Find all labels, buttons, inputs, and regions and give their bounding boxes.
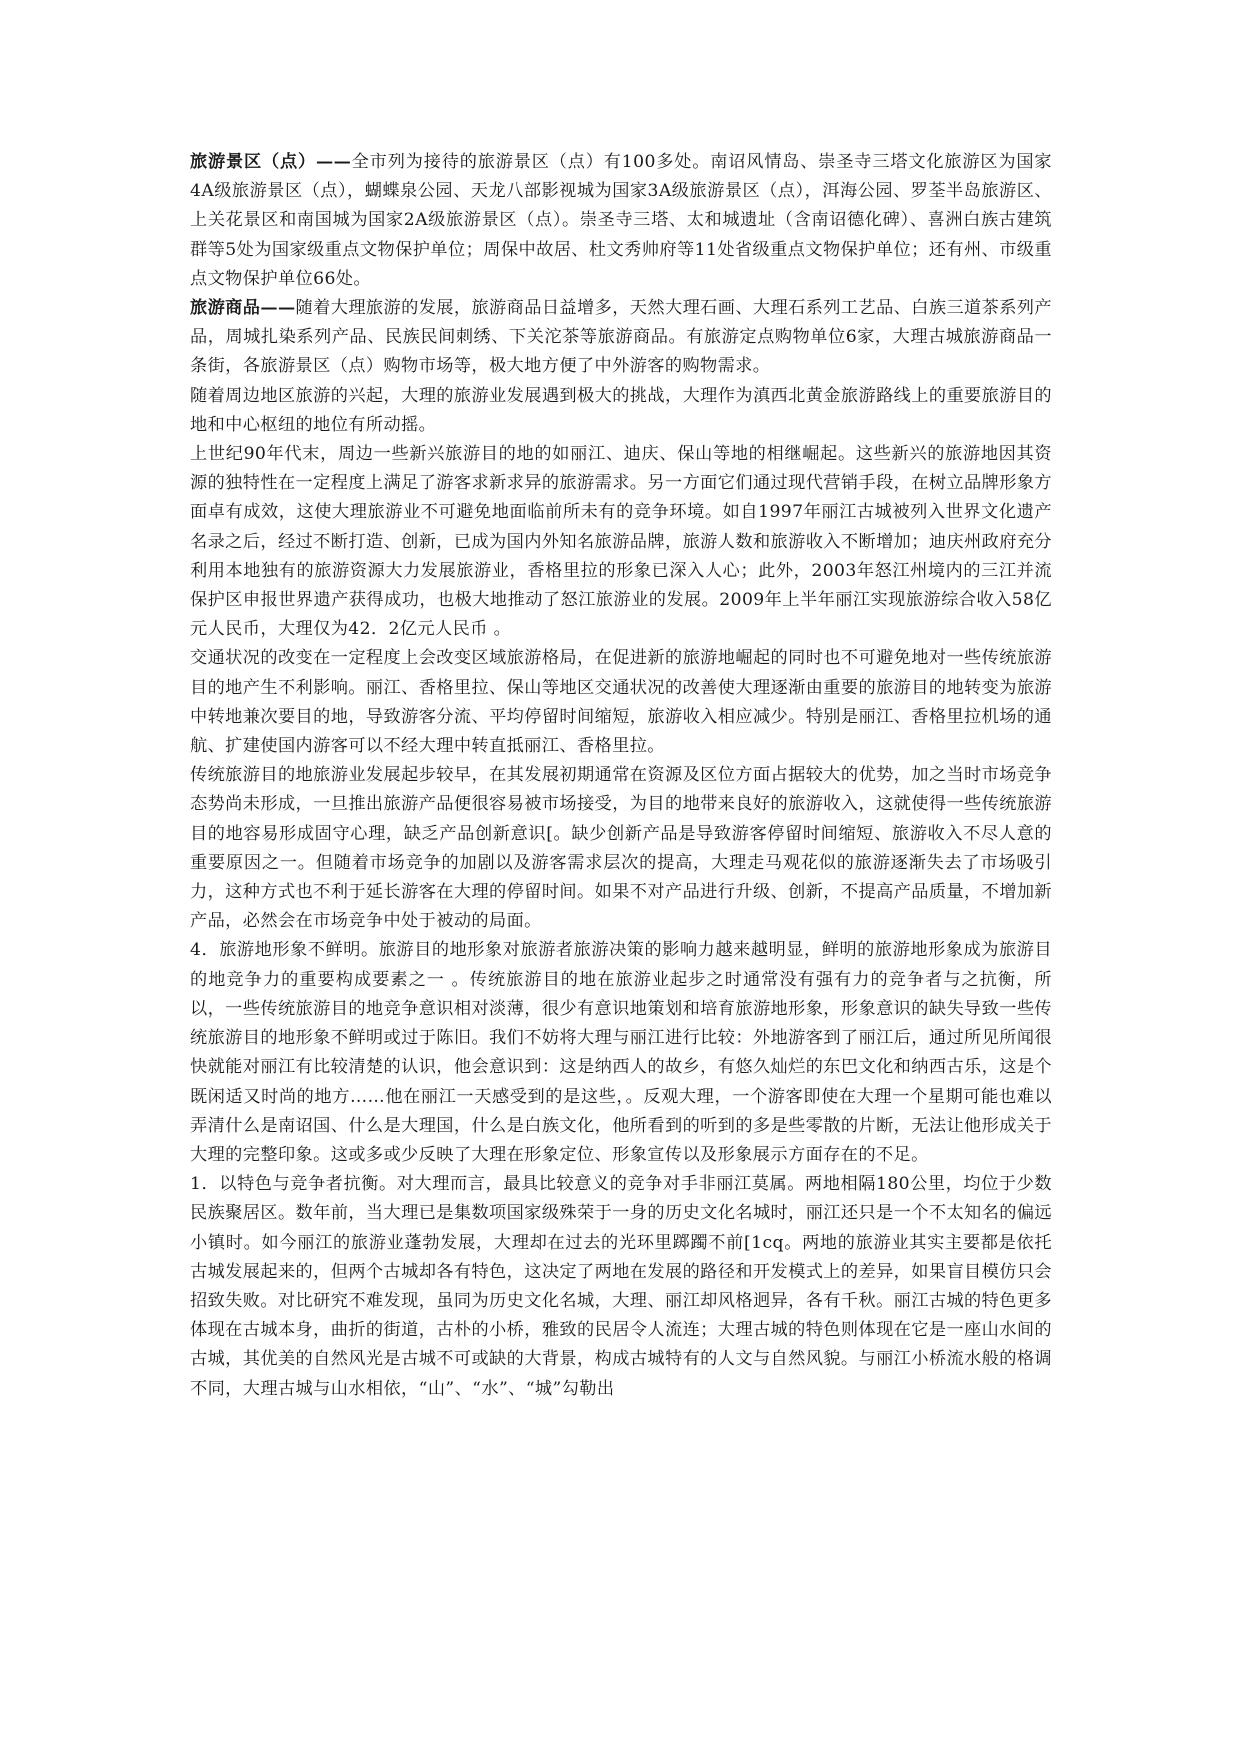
paragraph-innovation — [190, 761, 1052, 936]
paragraph-text: 传统旅游目的地旅游业发展起步较早，在其发展初期通常在资源及区位方面占据较大的优势，加之当时市场竞争态势尚未形成，一旦推出旅游产品便很容易被市场接受，为目的地带来良好的旅游收入，这就使得一些传统旅游目的地容易形成固守心理，缺乏产品创新意识[。缺少创新产品是导致游客停留时间缩短、旅游收入不尽人意的重要原因之一。但随着市场竞争的加剧以及游客需求层次的提高，大理走马观花似的旅游逐渐失去了市场吸引力，这种方式也不利于延长游客在大理的停留时间。如果不对产品进行升级、创新，不提高产品质量，不增加新产品，必然会在市场竞争中处于被动的局面。 — [190, 765, 1052, 932]
document-page — [190, 148, 1052, 1404]
paragraph-image — [190, 936, 1052, 1170]
paragraph-features — [190, 1170, 1052, 1404]
paragraph-competitors — [190, 440, 1052, 644]
paragraph-text: 1．以特色与竞争者抗衡。对大理而言，最具比较意义的竞争对手非丽江莫属。两地相隔180公里，均位于少数民族聚居区。数年前，当大理已是集数项国家级殊荣于一身的历史文化名城时，丽江还只是一个不太知名的偏远小镇时。如今丽江的旅游业蓬勃发展，大理却在过去的光环里踯躅不前[1cq。两地的旅游业其实主要都是依托古城发展起来的，但两个古城却各有特色，这决定了两地在发展的路径和开发模式上的差异，如果盲目模仿只会招致失败。对比研究不难发现，虽同为历史文化名城，大理、丽江却风格迥异，各有千秋。丽江古城的特色更多体现在古城本身，曲折的街道，古朴的小桥，雅致的民居令人流连；大理古城的特色则体现在它是一座山水间的古城，其优美的自然风光是古城不可或缺的大背景，构成古城特有的人文与自然风貌。与丽江小桥流水般的格调不同，大理古城与山水相依，“山”、“水”、“城”勾勒出 — [190, 1174, 1052, 1399]
paragraph-text: 随着大理旅游的发展，旅游商品日益增多，天然大理石画、大理石系列工艺品、白族三道茶系列产品，周城扎染系列产品、民族民间刺绣、下关沱茶等旅游商品。有旅游定点购物单位6家，大理古城旅游商品一条街，各旅游景区（点）购物市场等，极大地方便了中外游客的购物需求。 — [190, 298, 1052, 377]
paragraph-heading: 旅游商品—— — [190, 298, 296, 319]
paragraph-text: 4．旅游地形象不鲜明。旅游目的地形象对旅游者旅游决策的影响力越来越明显，鲜明的旅游地形象成为旅游目的地竞争力的重要构成要素之一 。传统旅游目的地在旅游业起步之时通常没有强有力的竞争者与之抗衡，所以，一些传统旅游目的地竞争意识相对淡薄，很少有意识地策划和培育旅游地形象，形象意识的缺失导致一些传统旅游目的地形象不鲜明或过于陈旧。我们不妨将大理与丽江进行比较：外地游客到了丽江后，通过所见所闻很快就能对丽江有比较清楚的认识，他会意识到：这是纳西人的故乡，有悠久灿烂的东巴文化和纳西古乐，这是个既闲适又时尚的地方……他在丽江一天感受到的是这些，。反观大理，一个游客即使在大理一个星期可能也难以弄清什么是南诏国、什么是大理国，什么是白族文化，他所看到的听到的多是些零散的片断，无法让他形成关于大理的完整印象。这或多或少反映了大理在形象定位、形象宣传以及形象展示方面存在的不足。 — [190, 940, 1052, 1165]
paragraph-challenge — [190, 382, 1052, 440]
paragraph-text: 上世纪90年代末，周边一些新兴旅游目的地的如丽江、迪庆、保山等地的相继崛起。这些新兴的旅游地因其资源的独特性在一定程度上满足了游客求新求异的旅游需求。另一方面它们通过现代营销手段，在树立品牌形象方面卓有成效，这使大理旅游业不可避免地面临前所未有的竞争环境。如自1997年丽江古城被列入世界文化遗产名录之后，经过不断打造、创新，已成为国内外知名旅游品牌，旅游人数和旅游收入不断增加；迪庆州政府充分利用本地独有的旅游资源大力发展旅游业，香格里拉的形象已深入人心；此外，2003年怒江州境内的三江并流保护区申报世界遗产获得成功，也极大地推动了怒江旅游业的发展。2009年上半年丽江实现旅游综合收入58亿元人民币，大理仅为42．2亿元人民币 。 — [190, 444, 1052, 640]
paragraph-text: 全市列为接待的旅游景区（点）有100多处。南诏风情岛、崇圣寺三塔文化旅游区为国家4A级旅游景区（点），蝴蝶泉公园、天龙八部影视城为国家3A级旅游景区（点），洱海公园、罗荃半岛旅游区、上关花景区和南国城为国家2A级旅游景区（点）。崇圣寺三塔、太和城遗址（含南诏德化碑）、喜洲白族古建筑群等5处为国家级重点文物保护单位；周保中故居、杜文秀帅府等11处省级重点文物保护单位；还有州、市级重点文物保护单位66处。 — [190, 152, 1053, 289]
paragraph-transport — [190, 644, 1052, 761]
paragraph-tourist-goods — [190, 294, 1052, 382]
paragraph-text: 交通状况的改变在一定程度上会改变区域旅游格局，在促进新的旅游地崛起的同时也不可避免地对一些传统旅游目的地产生不利影响。丽江、香格里拉、保山等地区交通状况的改善使大理逐渐由重要的旅游目的地转变为旅游中转地兼次要目的地，导致游客分流、平均停留时间缩短，旅游收入相应减少。特别是丽江、香格里拉机场的通航、扩建使国内游客可以不经大理中转直抵丽江、香格里拉。 — [190, 648, 1052, 757]
paragraph-text: 随着周边地区旅游的兴起，大理的旅游业发展遇到极大的挑战，大理作为滇西北黄金旅游路线上的重要旅游目的地和中心枢纽的地位有所动摇。 — [190, 385, 1052, 435]
paragraph-scenic-spots — [190, 148, 1052, 294]
paragraph-heading: 旅游景区（点）—— — [190, 152, 352, 172]
